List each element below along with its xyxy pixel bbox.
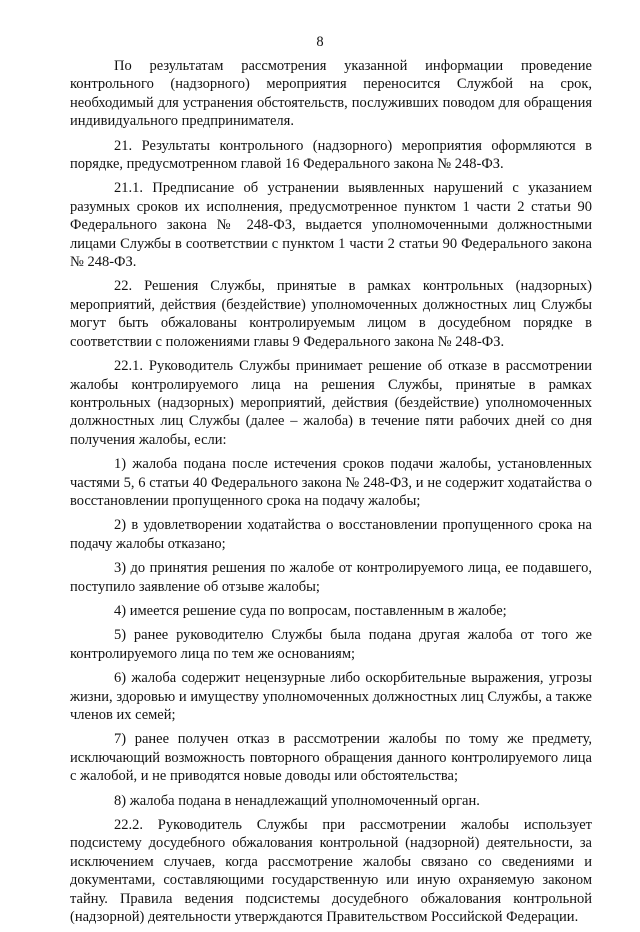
paragraph-21: 21. Результаты контрольного (надзорного) мероприятия оформляются в порядке, предусмотренном главой 16 Федерального закона № 248-ФЗ. <box>70 137 592 173</box>
list-item-8: 8) жалоба подана в ненадлежащий уполномоченный орган. <box>114 792 480 809</box>
document-body <box>70 57 592 932</box>
list-item-6: 6) жалоба содержит нецензурные либо оскорбительные выражения, угрозы жизни, здоровью и имуществу уполномоченных должностных лиц Службы, а также членов их семей; <box>70 670 592 723</box>
list-item-1: 1) жалоба подана после истечения сроков подачи жалобы, установленных частями 5, 6 статьи 40 Федерального закона № 248-ФЗ, и не содержит ходатайства о восстановлении пропущенного срока на подачу жалобы; <box>70 456 592 509</box>
paragraph-postponement: По результатам рассмотрения указанной информации проведение контрольного (надзорного) мероприятия переносится Службой на срок, необходимый для устранения обстоятельств, послуживших поводом для обращения индивидуального предпринимателя. <box>70 58 592 130</box>
list-item-3: 3) до принятия решения по жалобе от контролируемого лица, ее подавшего, поступило заявление об отзыве жалобы; <box>70 560 592 595</box>
list-item-4: 4) имеется решение суда по вопросам, поставленным в жалобе; <box>114 602 507 619</box>
paragraph-22-2: 22.2. Руководитель Службы при рассмотрении жалобы использует подсистему досудебного обжалования контрольной (надзорной) деятельности, за исключением случаев, когда рассмотрение жалобы связано со сведениями и документами, составляющими государственную или иную охраняемую законом тайну. Правила ведения подсистемы досудебного обжалования контрольной (надзорной) деятельности утверждаются Правительством Российской Федерации. <box>70 817 592 926</box>
page-number: 8 <box>316 34 324 50</box>
list-item-5: 5) ранее руководителю Службы была подана другая жалоба от того же контролируемого лица по тем же основаниям; <box>70 627 592 662</box>
list-item-2: 2) в удовлетворении ходатайства о восстановлении пропущенного срока на подачу жалобы отказано; <box>70 517 592 552</box>
paragraph-21-1: 21.1. Предписание об устранении выявленных нарушений с указанием разумных сроков их исполнения, предусмотренное пунктом 1 части 2 статьи 90 Федерального закона № 248-ФЗ, выдается уполномоченными должностными лицами Службы в соответствии с пунктом 1 части 2 статьи 90 Федерального закона № 248-ФЗ. <box>70 180 592 271</box>
paragraph-22-1: 22.1. Руководитель Службы принимает решение об отказе в рассмотрении жалобы контролируемого лица на решения Службы, принятые в рамках контрольных (надзорных) мероприятий, действия (бездействие) уполномоченных должностных лиц Службы (далее – жалоба) в течение пяти рабочих дней со дня получения жалобы, если: <box>70 358 592 448</box>
paragraph-22: 22. Решения Службы, принятые в рамках контрольных (надзорных) мероприятий, действия (бездействие) уполномоченных должностных лиц Службы могут быть обжалованы контролируемым лицом в досудебном порядке в соответствии с положениями главы 9 Федерального закона № 248-ФЗ. <box>70 278 592 350</box>
list-item-7: 7) ранее получен отказ в рассмотрении жалобы по тому же предмету, исключающий возможность повторного обращения данного контролируемого лица с жалобой, и не приводятся новые доводы или обстоятельства; <box>70 731 592 785</box>
